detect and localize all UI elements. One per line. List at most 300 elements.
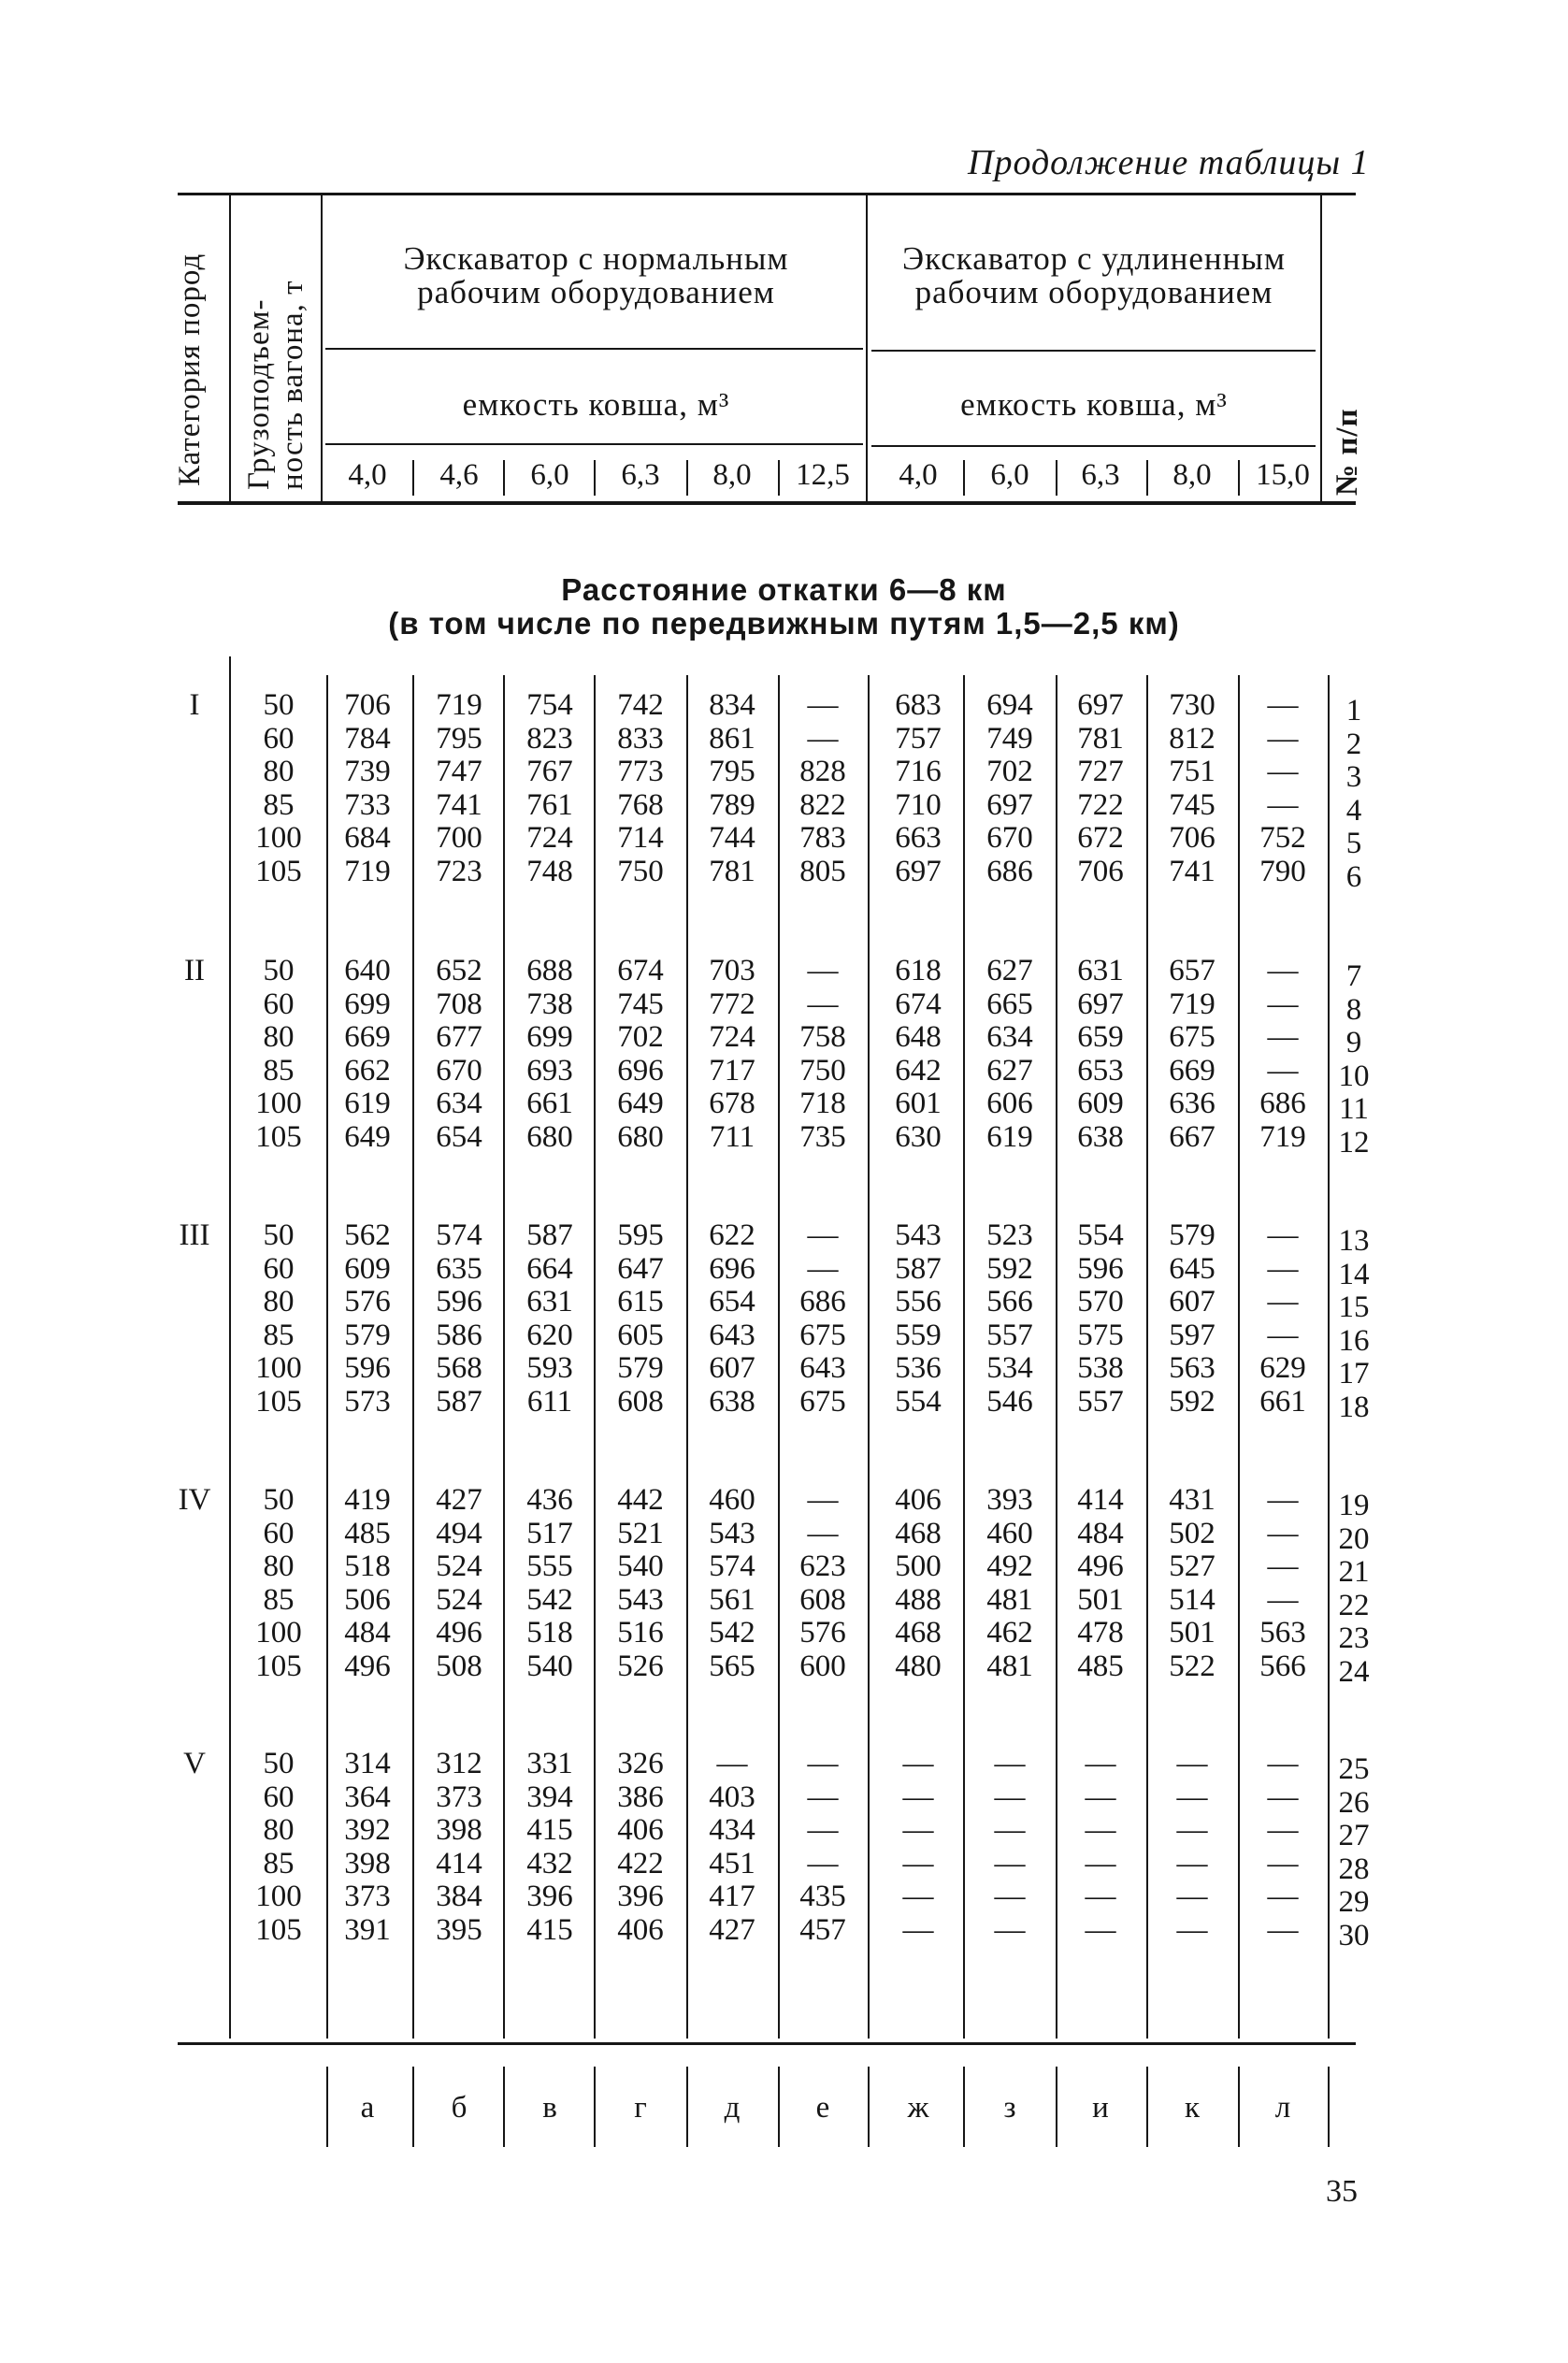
table-cell: 566 (1259, 1649, 1306, 1683)
table-cell: 364 (344, 1779, 391, 1814)
table-cell: 724 (526, 821, 573, 855)
footer-column-rule (1056, 2067, 1057, 2147)
table-cell: — (1267, 987, 1299, 1021)
table-cell: 427 (436, 1483, 482, 1517)
table-cell: 711 (709, 1119, 755, 1154)
table-cell: 697 (1077, 688, 1124, 722)
row-number-cell: 30 (1338, 1918, 1370, 1952)
table-cell: 708 (436, 987, 482, 1021)
table-cell: 795 (709, 755, 755, 788)
table-cell: 669 (1169, 1053, 1216, 1088)
row-number-cell: 25 (1338, 1752, 1370, 1786)
rock-category: I (189, 688, 200, 722)
table-cell: 540 (617, 1549, 664, 1583)
capacity-cell: 100 (255, 1616, 302, 1650)
bucket-size-separator (1146, 460, 1148, 496)
table-cell: 739 (344, 755, 391, 788)
table-cell: 812 (1169, 721, 1216, 756)
capacity-cell: 60 (263, 1779, 295, 1814)
table-cell: 468 (895, 1616, 942, 1650)
table-cell: 675 (799, 1384, 846, 1419)
table-cell: 514 (1169, 1582, 1216, 1617)
bucket-size-value: 4,6 (439, 458, 479, 492)
table-cell: 488 (895, 1582, 942, 1617)
row-number-cell: 20 (1338, 1521, 1370, 1556)
header-subrule (325, 348, 863, 350)
table-cell: 436 (526, 1483, 573, 1517)
table-cell: 485 (1077, 1649, 1124, 1683)
footer-column-rule (686, 2067, 688, 2147)
table-cell: — (1176, 1846, 1208, 1880)
column-letter: з (1003, 2091, 1016, 2125)
table-cell: 735 (799, 1119, 846, 1154)
column-letter: е (815, 2091, 830, 2125)
table-cell: 661 (1259, 1384, 1306, 1419)
table-cell: 501 (1077, 1582, 1124, 1617)
table-cell: 396 (526, 1880, 573, 1913)
capacity-cell: 100 (255, 1087, 302, 1120)
row-number-cell: 13 (1338, 1224, 1370, 1258)
table-cell: 653 (1077, 1053, 1124, 1088)
capacity-cell: 105 (255, 1912, 302, 1947)
table-cell: 716 (895, 755, 942, 788)
table-cell: — (1176, 1779, 1208, 1814)
table-cell: 521 (617, 1516, 664, 1550)
bucket-size-separator (594, 460, 596, 496)
table-cell: 523 (986, 1218, 1033, 1252)
table-cell: 600 (799, 1649, 846, 1683)
table-cell: 431 (1169, 1483, 1216, 1517)
table-cell: 427 (709, 1912, 755, 1947)
row-number-cell: 14 (1338, 1257, 1370, 1291)
table-cell: 542 (709, 1616, 755, 1650)
table-cell: 680 (617, 1119, 664, 1154)
table-cell: 451 (709, 1846, 755, 1880)
table-cell: 538 (1077, 1351, 1124, 1385)
table-cell: 481 (986, 1649, 1033, 1683)
table-cell: 608 (617, 1384, 664, 1419)
table-cell: 745 (617, 987, 664, 1021)
table-cell: 592 (1169, 1384, 1216, 1419)
table-cell: 596 (436, 1285, 482, 1318)
row-number-cell: 8 (1345, 992, 1362, 1027)
table-cell: 314 (344, 1747, 391, 1780)
table-cell: 592 (986, 1251, 1033, 1286)
table-cell: 554 (1077, 1218, 1124, 1252)
capacity-cell: 50 (263, 1483, 295, 1517)
table-cell: — (807, 1218, 839, 1252)
table-cell: — (994, 1747, 1026, 1780)
capacity-cell: 85 (263, 1846, 295, 1880)
table-cell: 781 (709, 854, 755, 888)
column-rule (963, 675, 965, 2039)
table-cell: — (1267, 1251, 1299, 1286)
header-divider (321, 195, 323, 503)
table-cell: 565 (709, 1649, 755, 1683)
column-letter: д (724, 2091, 741, 2125)
header-bucket-label-extended: емкость ковша, м³ (960, 386, 1228, 423)
capacity-cell: 50 (263, 1747, 295, 1780)
table-cell: 414 (1077, 1483, 1124, 1517)
table-cell: 675 (1169, 1020, 1216, 1054)
capacity-cell: 100 (255, 1351, 302, 1385)
table-cell: — (807, 1483, 839, 1517)
table-cell: — (1267, 1218, 1299, 1252)
table-cell: 596 (1077, 1251, 1124, 1286)
table-cell: 587 (436, 1384, 482, 1419)
capacity-cell: 60 (263, 1251, 295, 1286)
table-cell: 579 (617, 1351, 664, 1385)
footer-column-rule (1146, 2067, 1148, 2147)
table-cell: 561 (709, 1582, 755, 1617)
table-cell: 484 (1077, 1516, 1124, 1550)
capacity-cell: 80 (263, 1285, 295, 1318)
table-cell: 717 (709, 1053, 755, 1088)
table-cell: — (807, 721, 839, 756)
row-number-cell: 12 (1338, 1125, 1370, 1160)
table-cell: 419 (344, 1483, 391, 1517)
table-cell: 500 (895, 1549, 942, 1583)
bucket-size-separator (412, 460, 414, 496)
table-cell: — (1085, 1846, 1116, 1880)
table-cell: — (1267, 1813, 1299, 1847)
table-cell: 747 (436, 755, 482, 788)
bucket-size-value: 8,0 (712, 458, 752, 492)
table-cell: — (1267, 1516, 1299, 1550)
table-cell: — (1267, 1318, 1299, 1352)
table-cell: 649 (344, 1119, 391, 1154)
table-cell: 606 (986, 1087, 1033, 1120)
footer-column-rule (963, 2067, 965, 2147)
table-cell: 696 (617, 1053, 664, 1088)
header-group-extended-line1: Экскаватор с удлиненным (901, 240, 1287, 277)
row-number-cell: 26 (1338, 1785, 1370, 1820)
bucket-size-value: 12,5 (796, 458, 850, 492)
table-cell: 331 (526, 1747, 573, 1780)
table-cell: 587 (526, 1218, 573, 1252)
table-cell: 609 (344, 1251, 391, 1286)
row-number-cell: 4 (1345, 793, 1362, 828)
table-cell: 546 (986, 1384, 1033, 1419)
table-cell: 406 (617, 1813, 664, 1847)
table-cell: 595 (617, 1218, 664, 1252)
table-cell: 706 (344, 688, 391, 722)
table-cell: — (1267, 1020, 1299, 1054)
table-cell: — (902, 1880, 934, 1913)
table-cell: 757 (895, 721, 942, 756)
header-subrule (871, 445, 1316, 447)
table-cell: 406 (895, 1483, 942, 1517)
column-letter: к (1184, 2091, 1201, 2125)
table-cell: 750 (799, 1053, 846, 1088)
table-cell: 663 (895, 821, 942, 855)
rock-category: IV (178, 1483, 211, 1517)
table-cell: 576 (344, 1285, 391, 1318)
table-cell: 781 (1077, 721, 1124, 756)
table-cell: — (1085, 1880, 1116, 1913)
table-cell: 638 (1077, 1119, 1124, 1154)
table-cell: — (807, 987, 839, 1021)
table-cell: 733 (344, 787, 391, 822)
table-cell: — (716, 1747, 748, 1780)
page-number: 35 (1326, 2174, 1358, 2209)
capacity-cell: 100 (255, 821, 302, 855)
table-cell: 649 (617, 1087, 664, 1120)
capacity-cell: 105 (255, 1649, 302, 1683)
table-cell: 562 (344, 1218, 391, 1252)
table-cell: 619 (344, 1087, 391, 1120)
table-cell: — (807, 688, 839, 722)
table-cell: — (902, 1779, 934, 1814)
table-cell: 700 (436, 821, 482, 855)
table-cell: 828 (799, 755, 846, 788)
table-cell: — (807, 954, 839, 987)
table-cell: 557 (986, 1318, 1033, 1352)
table-cell: 748 (526, 854, 573, 888)
table-cell: 508 (436, 1649, 482, 1683)
table-cell: 686 (799, 1285, 846, 1318)
table-cell: 699 (344, 987, 391, 1021)
table-cell: — (807, 1846, 839, 1880)
table-cell: 678 (709, 1087, 755, 1120)
table-cell: 684 (344, 821, 391, 855)
table-cell: — (1085, 1779, 1116, 1814)
table-cell: 833 (617, 721, 664, 756)
table-cell: 648 (895, 1020, 942, 1054)
table-cell: 618 (895, 954, 942, 987)
row-number-cell: 21 (1338, 1555, 1370, 1589)
table-cell: 727 (1077, 755, 1124, 788)
table-cell: 540 (526, 1649, 573, 1683)
table-cell: 417 (709, 1880, 755, 1913)
capacity-cell: 100 (255, 1880, 302, 1913)
capacity-cell: 85 (263, 1582, 295, 1617)
table-cell: 652 (436, 954, 482, 987)
footer-column-rule (778, 2067, 780, 2147)
header-subrule (325, 443, 863, 445)
table-cell: — (1267, 1779, 1299, 1814)
footer-column-rule (326, 2067, 328, 2147)
table-cell: 460 (986, 1516, 1033, 1550)
table-cell: 543 (617, 1582, 664, 1617)
table-cell: 723 (436, 854, 482, 888)
table-cell: 640 (344, 954, 391, 987)
column-rule (778, 675, 780, 2039)
table-cell: 795 (436, 721, 482, 756)
bucket-size-separator (1238, 460, 1240, 496)
table-cell: 398 (436, 1813, 482, 1847)
table-cell: 543 (709, 1516, 755, 1550)
column-rule (229, 656, 231, 2039)
table-cell: 611 (526, 1384, 573, 1419)
table-cell: 563 (1259, 1616, 1306, 1650)
table-cell: 457 (799, 1912, 846, 1947)
table-cell: 480 (895, 1649, 942, 1683)
table-cell: 674 (617, 954, 664, 987)
table-cell: 506 (344, 1582, 391, 1617)
column-letter: л (1274, 2091, 1291, 2125)
column-letter: г (634, 2091, 647, 2125)
table-cell: 634 (436, 1087, 482, 1120)
table-cell: 789 (709, 787, 755, 822)
bucket-size-value: 15,0 (1256, 458, 1310, 492)
table-cell: 688 (526, 954, 573, 987)
table-cell: 517 (526, 1516, 573, 1550)
header-row-number-label: № п/п (1331, 408, 1364, 496)
table-cell: 518 (526, 1616, 573, 1650)
table-cell: 642 (895, 1053, 942, 1088)
table-cell: — (1267, 954, 1299, 987)
table-cell: 627 (986, 1053, 1033, 1088)
table-cell: 403 (709, 1779, 755, 1814)
table-cell: 627 (986, 954, 1033, 987)
table-cell: 719 (1169, 987, 1216, 1021)
table-cell: 563 (1169, 1351, 1216, 1385)
table-cell: — (1267, 1285, 1299, 1318)
row-number-cell: 6 (1345, 859, 1362, 894)
capacity-cell: 85 (263, 1318, 295, 1352)
table-cell: 601 (895, 1087, 942, 1120)
table-cell: 635 (436, 1251, 482, 1286)
table-cell: 609 (1077, 1087, 1124, 1120)
header-bucket-label-normal: емкость ковша, м³ (462, 386, 730, 423)
row-number-cell: 22 (1338, 1588, 1370, 1622)
table-cell: 326 (617, 1747, 664, 1780)
table-cell: 822 (799, 787, 846, 822)
table-cell: — (994, 1880, 1026, 1913)
table-cell: — (1085, 1747, 1116, 1780)
table-cell: 661 (526, 1087, 573, 1120)
table-cell: 664 (526, 1251, 573, 1286)
column-letter: в (542, 2091, 557, 2125)
table-cell: 669 (344, 1020, 391, 1054)
column-rule (1238, 675, 1240, 2039)
table-cell: 772 (709, 987, 755, 1021)
header-divider (229, 195, 231, 503)
column-letter: ж (907, 2091, 929, 2125)
bucket-size-value: 6,0 (990, 458, 1029, 492)
footer-column-rule (1328, 2067, 1330, 2147)
row-number-cell: 27 (1338, 1819, 1370, 1852)
table-cell: 694 (986, 688, 1033, 722)
table-cell: 630 (895, 1119, 942, 1154)
header-category-label: Категория пород (173, 252, 207, 486)
section-subtitle: (в том числе по передвижным путям 1,5—2,5 км) (388, 606, 1180, 641)
table-cell: 670 (436, 1053, 482, 1088)
table-cell: 697 (895, 854, 942, 888)
capacity-cell: 80 (263, 755, 295, 788)
header-bottom-rule (178, 501, 1356, 505)
table-cell: 596 (344, 1351, 391, 1385)
row-number-cell: 28 (1338, 1851, 1370, 1886)
table-cell: 670 (986, 821, 1033, 855)
footer-column-rule (1238, 2067, 1240, 2147)
rock-category: III (179, 1218, 210, 1252)
table-cell: 373 (436, 1779, 482, 1814)
table-cell: 645 (1169, 1251, 1216, 1286)
table-cell: 741 (436, 787, 482, 822)
bucket-size-separator (963, 460, 965, 496)
table-cell: 706 (1077, 854, 1124, 888)
table-cell: 773 (617, 755, 664, 788)
bucket-size-value: 6,3 (621, 458, 660, 492)
table-cell: 703 (709, 954, 755, 987)
table-cell: — (807, 1779, 839, 1814)
table-cell: 575 (1077, 1318, 1124, 1352)
table-cell: 597 (1169, 1318, 1216, 1352)
capacity-cell: 80 (263, 1549, 295, 1583)
table-cell: 496 (344, 1649, 391, 1683)
table-cell: 714 (617, 821, 664, 855)
table-cell: — (807, 1747, 839, 1780)
table-cell: 706 (1169, 821, 1216, 855)
table-cell: — (994, 1912, 1026, 1947)
table-cell: 312 (436, 1747, 482, 1780)
table-cell: 393 (986, 1483, 1033, 1517)
table-cell: 750 (617, 854, 664, 888)
table-cell: 719 (436, 688, 482, 722)
table-cell: 579 (344, 1318, 391, 1352)
bucket-size-value: 6,0 (530, 458, 569, 492)
table-cell: — (807, 1251, 839, 1286)
footer-column-rule (503, 2067, 505, 2147)
capacity-cell: 50 (263, 954, 295, 987)
table-cell: 460 (709, 1483, 755, 1517)
capacity-cell: 60 (263, 721, 295, 756)
table-cell: 526 (617, 1649, 664, 1683)
row-number-cell: 18 (1338, 1390, 1370, 1424)
table-cell: 693 (526, 1053, 573, 1088)
column-rule (868, 675, 870, 2039)
table-cell: — (994, 1846, 1026, 1880)
table-cell: — (902, 1912, 934, 1947)
table-cell: — (1176, 1813, 1208, 1847)
footer-column-rule (412, 2067, 414, 2147)
capacity-cell: 105 (255, 854, 302, 888)
table-cell: 730 (1169, 688, 1216, 722)
row-number-cell: 11 (1339, 1092, 1369, 1126)
capacity-cell: 85 (263, 787, 295, 822)
table-cell: 542 (526, 1582, 573, 1617)
table-cell: 696 (709, 1251, 755, 1286)
row-number-cell: 10 (1338, 1059, 1370, 1093)
table-cell: — (1267, 1582, 1299, 1617)
table-cell: 657 (1169, 954, 1216, 987)
table-cell: 573 (344, 1384, 391, 1419)
capacity-cell: 80 (263, 1020, 295, 1054)
table-cell: 834 (709, 688, 755, 722)
rock-category: II (184, 954, 205, 987)
bucket-size-value: 4,0 (348, 458, 387, 492)
table-cell: 485 (344, 1516, 391, 1550)
table-cell: 536 (895, 1351, 942, 1385)
table-cell: — (1267, 721, 1299, 756)
table-cell: 414 (436, 1846, 482, 1880)
capacity-cell: 85 (263, 1053, 295, 1088)
table-cell: 566 (986, 1285, 1033, 1318)
table-cell: 492 (986, 1549, 1033, 1583)
table-cell: 555 (526, 1549, 573, 1583)
table-cell: 434 (709, 1813, 755, 1847)
table-cell: 619 (986, 1119, 1033, 1154)
row-number-cell: 3 (1345, 760, 1362, 794)
table-cell: 516 (617, 1616, 664, 1650)
table-cell: 768 (617, 787, 664, 822)
table-continuation-caption: Продолжение таблицы 1 (968, 143, 1370, 182)
column-rule (686, 675, 688, 2039)
table-cell: 568 (436, 1351, 482, 1385)
table-cell: — (1267, 1747, 1299, 1780)
